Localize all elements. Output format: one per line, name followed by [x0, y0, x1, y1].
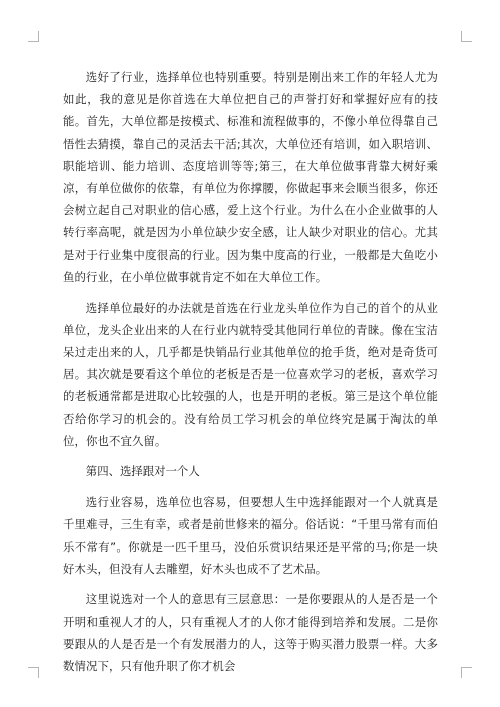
crop-mark-bottom-left: [28, 667, 39, 678]
section-heading: 第四、选择跟对一个人: [85, 464, 200, 479]
crop-mark-bottom-right: [461, 667, 472, 678]
paragraph-three-meanings: 这里说选对一个人的意思有三层意思：一是你要跟从的人是否是一个开明和重视人才的人，只有重视人才的人你才能得到培养和发展。二是你要跟从的人是否是一个有发展潜力的人，这等于购买潜力股票一样。大多数情况下，只有他升职了你才机会: [63, 592, 438, 674]
paragraph-choosing-employer: 选择单位最好的办法就是首选在行业龙头单位作为自己的首个的从业单位，龙头企业出来的人在行业内就特受其他同行单位的青睐。像在宝洁呆过走出来的人，几乎都是快销品行业其他单位的抢手货，绝对是奇货可居。其次就是要看这个单位的老板是否是一位喜欢学习的老板，喜欢学习的老板通常都是进取心比较强的人，也是开明的老板。第三是这个单位能否给你学习的机会的。没有给员工学习机会的单位终究是属于淘汰的单位，你也不宜久留。: [63, 300, 438, 448]
crop-mark-top-left: [28, 31, 39, 42]
document-body: [63, 66, 438, 686]
paragraph-industry-and-employer: 选好了行业，选择单位也特别重要。特别是刚出来工作的年轻人尤为如此，我的意见是你首选在大单位把自己的声誉打好和掌握好应有的技能。首先，大单位都是按模式、标准和流程做事的，不像小单位得靠自己悟性去猜摸，靠自己的灵活去干活;其次，大单位还有培训，如入职培训、职能培训、能力培训、态度培训等等;第三，在大单位做事背靠大树好乘凉，有单位做你的依靠，有单位为你撑腰，你做起事来会顺当很多，你还会树立起自己对职业的信心感，爱上这个行业。为什么在小企业做事的人转行率高呢，就是因为小单位缺少安全感，让人缺少对职业的信心。尤其是对于行业集中度很高的行业。因为集中度高的行业，一般都是大鱼吃小鱼的行业，在小单位做事就肯定不如在大单位工作。: [63, 70, 438, 284]
paragraph-follow-right-person: 选行业容易，选单位也容易，但要想人生中选择能跟对一个人就真是千里难寻，三生有幸，或者是前世修来的福分。俗话说：“千里马常有而伯乐不常有”。你就是一匹千里马，没伯乐赏识结果还是平常的马;你是一块好木头，但没有人去雕塑，好木头也成不了艺术品。: [63, 495, 438, 576]
crop-mark-top-right: [461, 31, 472, 42]
